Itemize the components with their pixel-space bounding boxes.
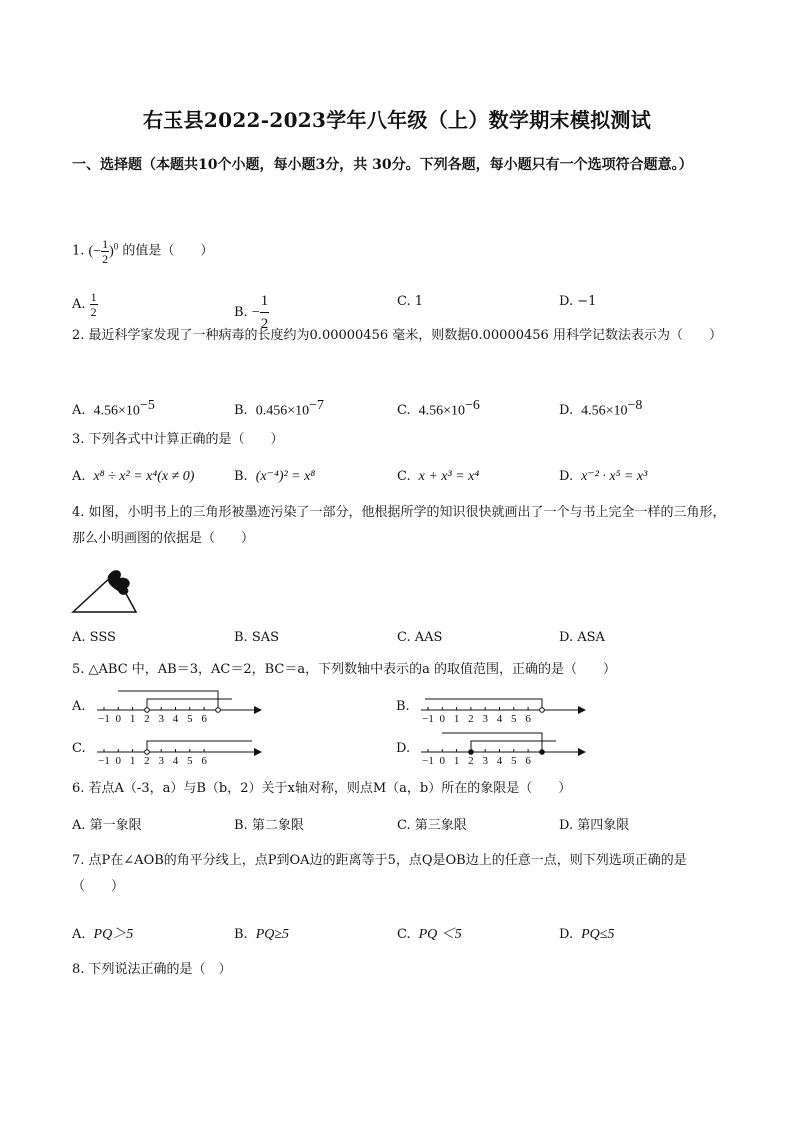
q3-option-a[interactable]: A. x⁸ ÷ x² = x⁴(x ≠ 0) — [72, 469, 195, 484]
q6-option-b[interactable]: B. 第二象限 — [234, 818, 304, 833]
q6-option-c[interactable]: C. 第三象限 — [397, 818, 467, 833]
q2-option-b[interactable]: B. $0.456\times 10^{-7}$ — [234, 398, 324, 419]
open-point-5 — [216, 708, 221, 713]
question-1-stem: 1. (− $\frac{1}{2}$ )$^0$ 的值是（ ） — [72, 236, 214, 266]
q1-option-b[interactable]: B. − $\frac{1}{2}$ — [234, 290, 269, 335]
tick-label: 5 — [511, 755, 517, 766]
q1-option-c[interactable]: C. 1 — [397, 294, 424, 309]
q7-option-c[interactable]: C. PQ ＜5 — [397, 927, 462, 942]
q3-option-c[interactable]: C. x + x³ = x⁴ — [397, 469, 480, 484]
q5-option-d-label[interactable]: D. — [396, 741, 411, 756]
q4-option-c[interactable]: C. AAS — [397, 630, 443, 645]
section-heading: 一、选择题（本题共10个小题，每小题3分，共 30分。下列各题，每小题只有一个选项符合题意。） — [72, 157, 693, 173]
tick-label: 1 — [129, 755, 136, 766]
tick-label: 1 — [129, 713, 136, 724]
q4-option-b[interactable]: B. SAS — [234, 630, 280, 645]
tick-label: 6 — [525, 713, 531, 724]
question-4-stem: 4. 如图，小明书上的三角形被墨迹污染了一部分，他根据所学的知识很快就画出了一个与书上完全一样的三角形，那么小明画图的依据是（ ） — [72, 505, 726, 546]
tick-label: 5 — [187, 755, 193, 766]
q6-option-a[interactable]: A. 第一象限 — [72, 818, 142, 833]
tick-label: −1 — [98, 713, 110, 724]
q7-option-b[interactable]: B. PQ≥5 — [234, 927, 290, 942]
q3-option-b[interactable]: B. (x⁻⁴)² = x⁸ — [234, 469, 316, 484]
q7-option-d[interactable]: D. PQ≤5 — [559, 927, 615, 942]
question-2-stem: 2. 最近科学家发现了一种病毒的长度约为0.00000456 毫米，则数据0.00000456 用科学记数法表示为（ ） — [72, 328, 722, 343]
tick-label: 5 — [511, 713, 517, 724]
tick-label: 0 — [439, 713, 446, 724]
axis-arrow — [254, 706, 262, 714]
q3-option-d[interactable]: D. x⁻² · x⁵ = x³ — [559, 469, 648, 484]
closed-point-1 — [469, 750, 474, 755]
tick-label: 0 — [115, 755, 122, 766]
q1-option-a[interactable]: A. $\frac{1}{2}$ — [72, 290, 97, 319]
tick-label: 0 — [439, 755, 446, 766]
question-8-stem: 8. 下列说法正确的是（ ） — [72, 962, 232, 977]
tick-label: 4 — [496, 755, 503, 766]
tick-label: 6 — [525, 755, 531, 766]
tick-label: 3 — [482, 755, 488, 766]
tick-label: 2 — [144, 755, 150, 766]
tick-label: 4 — [496, 713, 503, 724]
tick-label: 3 — [482, 713, 488, 724]
q5-option-b-label[interactable]: B. — [396, 699, 410, 714]
q5-number-line-b — [416, 684, 591, 724]
q5-number-line-c — [92, 726, 267, 766]
question-6-stem: 6. 若点A（-3，a）与B（b，2）关于x轴对称，则点M（a，b）所在的象限是（ ） — [72, 781, 572, 796]
ray-from-1 — [147, 741, 252, 752]
q5-number-line-d — [416, 726, 591, 766]
q4-option-a[interactable]: A. SSS — [72, 630, 116, 645]
tick-label: 6 — [201, 713, 207, 724]
q5-number-line-a — [92, 684, 267, 724]
q1-option-d[interactable]: D. −1 — [559, 294, 597, 309]
tick-label: −1 — [422, 755, 434, 766]
tick-label: 4 — [172, 755, 179, 766]
tick-label: 2 — [144, 713, 150, 724]
closed-point-5 — [540, 750, 545, 755]
q4-option-d[interactable]: D. ASA — [559, 630, 605, 645]
question-3-stem: 3. 下列各式中计算正确的是（ ） — [72, 432, 284, 447]
tick-label: 0 — [115, 713, 122, 724]
q1-expression: (− $\frac{1}{2}$ )$^0$ — [88, 236, 119, 266]
q7-option-a[interactable]: A. PQ＞5 — [72, 927, 134, 942]
tick-label: 3 — [158, 713, 164, 724]
question-5-stem: 5. △ABC 中，AB＝3，AC＝2，BC＝a，下列数轴中表示的a 的取值范围，正确的是（ ） — [72, 662, 616, 677]
open-point-1 — [145, 750, 150, 755]
open-point-1 — [145, 708, 150, 713]
tick-label: 1 — [453, 713, 460, 724]
ink-blot — [108, 570, 130, 595]
tick-label: 5 — [187, 713, 193, 724]
q5-option-a-label[interactable]: A. — [72, 699, 86, 714]
tick-label: 6 — [201, 755, 207, 766]
tick-label: −1 — [422, 713, 434, 724]
q6-option-d[interactable]: D. 第四象限 — [559, 818, 630, 833]
q2-option-a[interactable]: A. $4.56\times 10^{-5}$ — [72, 398, 155, 419]
tick-label: 4 — [172, 713, 179, 724]
tick-label: 3 — [158, 755, 164, 766]
q2-option-d[interactable]: D. $4.56\times 10^{-8}$ — [559, 398, 643, 419]
inked-triangle-figure — [70, 566, 142, 616]
question-7-stem: 7. 点P在∠AOB的角平分线上，点P到OA边的距离等于5，点Q是OB边上的任意一点，则下列选项正确的是（ ） — [72, 853, 687, 894]
q5-option-c-label[interactable]: C. — [72, 741, 86, 756]
tick-label: 2 — [468, 755, 474, 766]
open-point-5 — [540, 708, 545, 713]
tick-label: −1 — [98, 755, 110, 766]
q2-option-c[interactable]: C. $4.56\times 10^{-6}$ — [397, 398, 480, 419]
tick-label: 2 — [468, 713, 474, 724]
page-title: 右玉县2022-2023学年八年级（上）数学期末模拟测试 — [142, 108, 652, 132]
tick-label: 1 — [453, 755, 460, 766]
